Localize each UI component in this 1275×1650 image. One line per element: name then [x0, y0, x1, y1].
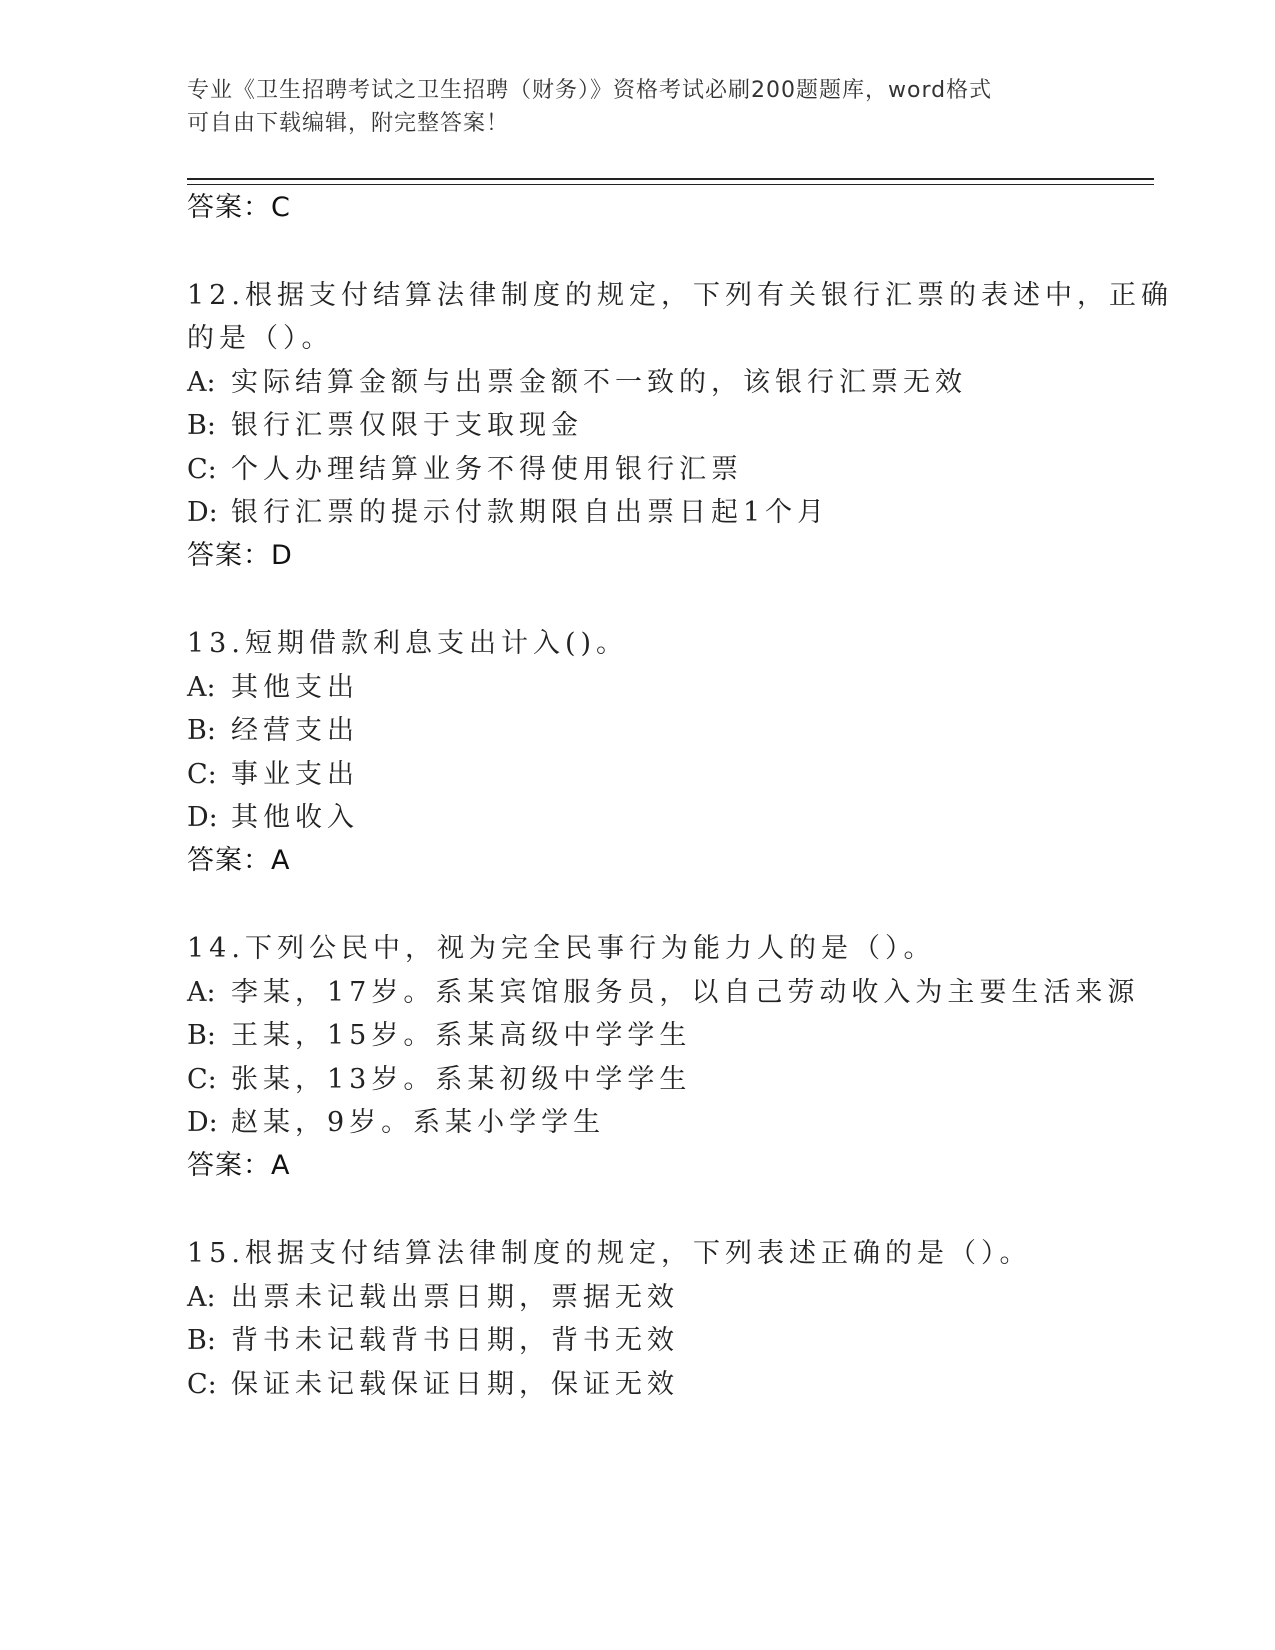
question-14-option-b [187, 1018, 691, 1054]
question-13-option-a [187, 670, 359, 706]
option-text: 赵某，9岁。系某小学学生 [231, 1107, 606, 1138]
option-text: 背书未记载背书日期，背书无效 [231, 1325, 679, 1356]
question-12-option-c [187, 452, 743, 488]
header-divider-thin [187, 184, 1154, 185]
question-15-option-a [187, 1280, 679, 1316]
option-text: 王某，15岁。系某高级中学学生 [231, 1020, 692, 1051]
option-label: A: [187, 977, 216, 1008]
option-label: A: [187, 367, 216, 398]
header-line-2: 可自由下载编辑，附完整答案！ [187, 111, 510, 136]
question-12-stem-line-2: 的是（）。 [187, 323, 334, 354]
option-text: 其他收入 [231, 802, 359, 833]
option-label: C: [187, 1064, 217, 1095]
option-text: 实际结算金额与出票金额不一致的，该银行汇票无效 [231, 367, 967, 398]
header-line-1: 专业《卫生招聘考试之卫生招聘（财务）》资格考试必刷200题题库，word格式 [187, 78, 993, 103]
option-label: B: [187, 1325, 216, 1356]
option-text: 出票未记载出票日期，票据无效 [231, 1282, 679, 1313]
option-text: 个人办理结算业务不得使用银行汇票 [231, 454, 743, 485]
question-13-option-b [187, 713, 359, 749]
option-text: 银行汇票的提示付款期限自出票日起1个月 [231, 497, 830, 528]
option-text: 李某，17岁。系某宾馆服务员，以自己劳动收入为主要生活来源 [231, 977, 1140, 1008]
question-13-stem-line-1: 13.短期借款利息支出计入()。 [187, 628, 629, 659]
option-label: A: [187, 672, 216, 703]
option-label: B: [187, 1020, 216, 1051]
option-text: 经营支出 [231, 715, 359, 746]
option-label: D: [187, 802, 218, 833]
option-label: D: [187, 497, 218, 528]
option-label: B: [187, 410, 216, 441]
option-label: B: [187, 715, 216, 746]
question-12-stem-line-1: 12.根据支付结算法律制度的规定，下列有关银行汇票的表述中，正确 [187, 280, 1173, 311]
question-15-option-c [187, 1367, 679, 1403]
option-text: 事业支出 [231, 759, 359, 790]
question-11-answer: 答案：C [187, 192, 291, 223]
option-label: A: [187, 1282, 216, 1313]
question-13-option-d [187, 800, 359, 836]
question-12-option-a [187, 365, 967, 401]
document-header [187, 74, 1087, 140]
question-15-option-b [187, 1323, 679, 1359]
question-12-option-b [187, 408, 583, 444]
option-text: 保证未记载保证日期，保证无效 [231, 1369, 679, 1400]
question-14-answer: 答案：A [187, 1150, 291, 1181]
option-label: C: [187, 759, 217, 790]
option-label: C: [187, 1369, 217, 1400]
question-13-option-c [187, 757, 359, 793]
option-text: 银行汇票仅限于支取现金 [231, 410, 583, 441]
question-14-option-a [187, 975, 1139, 1011]
option-text: 其他支出 [231, 672, 359, 703]
option-label: D: [187, 1107, 218, 1138]
question-14-stem-line-1: 14.下列公民中，视为完全民事行为能力人的是（）。 [187, 933, 936, 964]
question-14-option-d [187, 1105, 605, 1141]
question-14-option-c [187, 1062, 691, 1098]
question-15-stem-line-1: 15.根据支付结算法律制度的规定，下列表述正确的是（）。 [187, 1238, 1032, 1269]
question-12-answer: 答案：D [187, 540, 293, 571]
option-label: C: [187, 454, 217, 485]
question-12-option-d [187, 495, 829, 531]
header-divider-thick [187, 178, 1154, 180]
option-text: 张某，13岁。系某初级中学学生 [231, 1064, 692, 1095]
question-13-answer: 答案：A [187, 845, 291, 876]
